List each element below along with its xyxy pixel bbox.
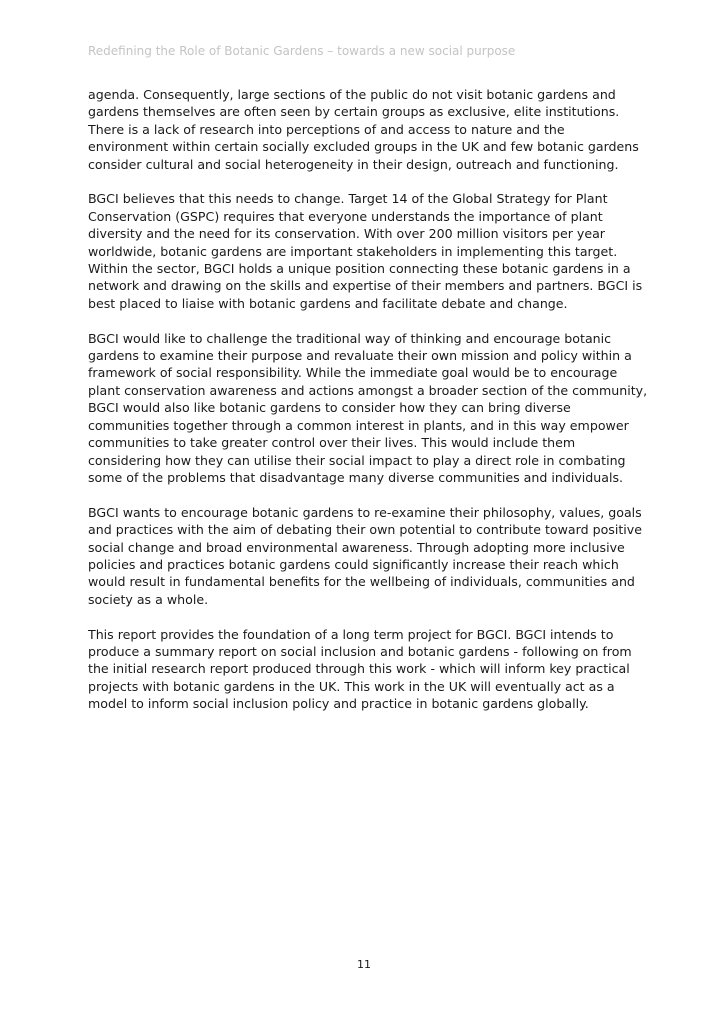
paragraph-agenda: agenda. Consequently, large sections of the public do not visit botanic gardens and gardens themselves are often seen by certain groups as exclusive, elite institutions. There is a lack of research into perceptions of and access to nature and the environment within certain socially excluded groups in the UK and few botanic gardens consider cultural and social heterogeneity in their design, outreach and functioning. xyxy=(88,87,639,172)
paragraph-bgci-encourage: BGCI wants to encourage botanic gardens to re-examine their philosophy, values, goals and practices with the aim of debating their own potential to contribute toward positive social change and broad environmental awareness. Through adopting more inclusive policies and practices botanic gardens could significantly increase their reach which would result in fundamental benefits for the wellbeing of individuals, communities and society as a whole. xyxy=(88,504,642,607)
body-text xyxy=(88,86,648,730)
page-number: 11 xyxy=(357,958,371,971)
paragraph-bgci-believes: BGCI believes that this needs to change. Target 14 of the Global Strategy for Plant Conservation (GSPC) requires that everyone understands the importance of plant diversity and the need for its conservation. With over 200 million visitors per year worldwide, botanic gardens are important stakeholders in implementing this target. Within the sector, BGCI holds a unique position connecting these botanic gardens in a network and drawing on the skills and expertise of their members and partners. BGCI is best placed to liaise with botanic gardens and facilitate debate and change. xyxy=(88,191,643,311)
paragraph-report-foundation: This report provides the foundation of a long term project for BGCI. BGCI intends to produce a summary report on social inclusion and botanic gardens - following on from the initial research report produced through this work - which will inform key practical projects with botanic gardens in the UK. This work in the UK will eventually act as a model to inform social inclusion policy and practice in botanic gardens globally. xyxy=(88,626,632,712)
running-header: Redefining the Role of Botanic Gardens – towards a new social purpose xyxy=(88,44,516,58)
paragraph-bgci-challenge: BGCI would like to challenge the traditional way of thinking and encourage botanic gardens to examine their purpose and revaluate their own mission and policy within a framework of social responsibility. While the immediate goal would be to encourage plant conservation awareness and actions amongst a broader section of the community, BGCI would also like botanic gardens to consider how they can bring diverse communities together through a common interest in plants, and in this way empower communities to take greater control over their lives. This would include them considering how they can utilise their social impact to play a direct role in combating some of the problems that disadvantage many diverse communities and individuals. xyxy=(88,330,648,485)
